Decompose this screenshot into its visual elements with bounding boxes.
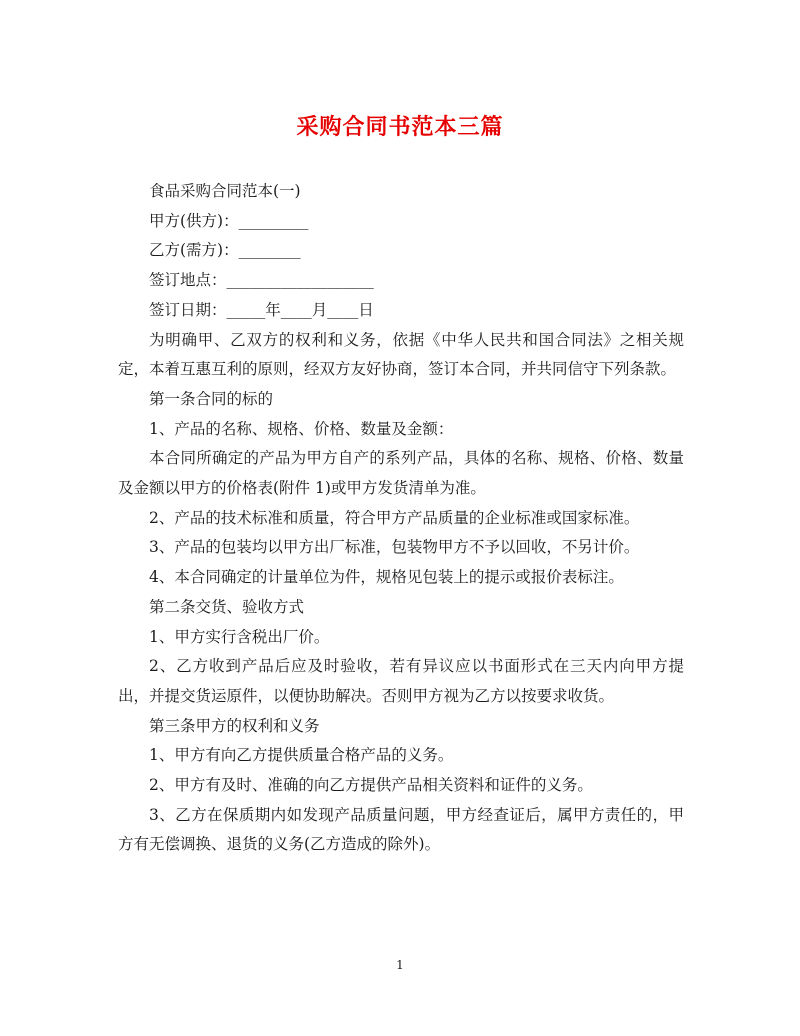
paragraph-clause: 2、乙方收到产品后应及时验收，若有异议应以书面形式在三天内向甲方提出，并提交货运原件，以便协助解决。否则甲方视为乙方以按要求收货。	[118, 657, 684, 705]
paragraph-party-b: 乙方(需方)：________	[149, 241, 301, 260]
section-heading-1: 第一条合同的标的	[149, 389, 274, 408]
document-title: 采购合同书范本三篇	[296, 114, 504, 140]
paragraph-clause: 3、乙方在保质期内如发现产品质量问题，甲方经查证后，属甲方责任的，甲方有无偿调换、退货的义务(乙方造成的除外)。	[118, 805, 684, 854]
paragraph-clause: 4、本合同确定的计量单位为件，规格见包装上的提示或报价表标注。	[149, 568, 624, 587]
paragraph-clause: 2、产品的技术标准和质量，符合甲方产品质量的企业标准或国家标准。	[149, 508, 640, 527]
document-body	[118, 177, 684, 860]
paragraph-clause: 1、甲方有向乙方提供质量合格产品的义务。	[149, 746, 454, 765]
paragraph-preamble: 为明确甲、乙双方的权利和义务，依据《中华人民共和国合同法》之相关规定，本着互惠互利的原则，经双方友好协商，签订本合同，并共同信守下列条款。	[118, 330, 684, 379]
paragraph-subtitle: 食品采购合同范本(一)	[149, 182, 301, 200]
section-heading-2: 第二条交货、验收方式	[149, 597, 305, 616]
paragraph-clause: 1、产品的名称、规格、价格、数量及金额：	[149, 419, 454, 438]
paragraph-signing-place: 签订地点：___________________	[149, 271, 374, 290]
paragraph-clause: 3、产品的包装均以甲方出厂标准，包装物甲方不予以回收，不另计价。	[149, 538, 640, 557]
paragraph-clause: 2、甲方有及时、准确的向乙方提供产品相关资料和证件的义务。	[149, 776, 593, 795]
paragraph-party-a: 甲方(供方)：_________	[149, 211, 309, 230]
page-number: 1	[396, 958, 404, 972]
paragraph-clause: 本合同所确定的产品为甲方自产的系列产品，具体的名称、规格、价格、数量及金额以甲方的价格表(附件 1)或甲方发货清单为准。	[118, 449, 684, 498]
paragraph-clause: 1、甲方实行含税出厂价。	[149, 627, 330, 646]
section-heading-3: 第三条甲方的权利和义务	[149, 716, 320, 735]
paragraph-signing-date: 签订日期：_____年____月____日	[149, 300, 374, 319]
